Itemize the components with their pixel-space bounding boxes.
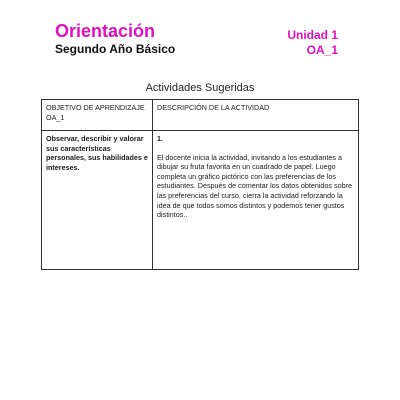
activities-table: [41, 99, 359, 270]
table-row: [42, 131, 359, 270]
column-header-description: DESCRIPCIÓN DE LA ACTIVIDAD: [153, 100, 359, 131]
subject-title: Orientación: [55, 21, 156, 41]
table-header-row: [42, 100, 359, 131]
column-header-objective: OBJETIVO DE APRENDIZAJE OA_1: [42, 100, 153, 131]
section-title: Actividades Sugeridas: [145, 82, 255, 94]
oa-label: OA_1: [306, 43, 338, 57]
objective-cell: Observar, describir y valorar sus características personales, sus habilidades e intereses.: [42, 131, 153, 270]
page-header: [0, 0, 400, 70]
activity-description: El docente inicia la actividad, invitando a los estudiantes a dibujar su fruta favorita en un cuadrado de papel. Luego completa un gráfico pictórico con las preferencias de los estudiantes. Después de comentar los datos obtenidos sobre las preferencias del curso, cierra la actividad reforzando la idea de que todos somos distintos y podemos tener gustos distintos..: [157, 152, 352, 220]
description-cell: [153, 131, 359, 270]
unit-label: Unidad 1: [287, 28, 338, 42]
activity-number: 1.: [157, 134, 163, 143]
grade-level: Segundo Año Básico: [55, 42, 176, 56]
